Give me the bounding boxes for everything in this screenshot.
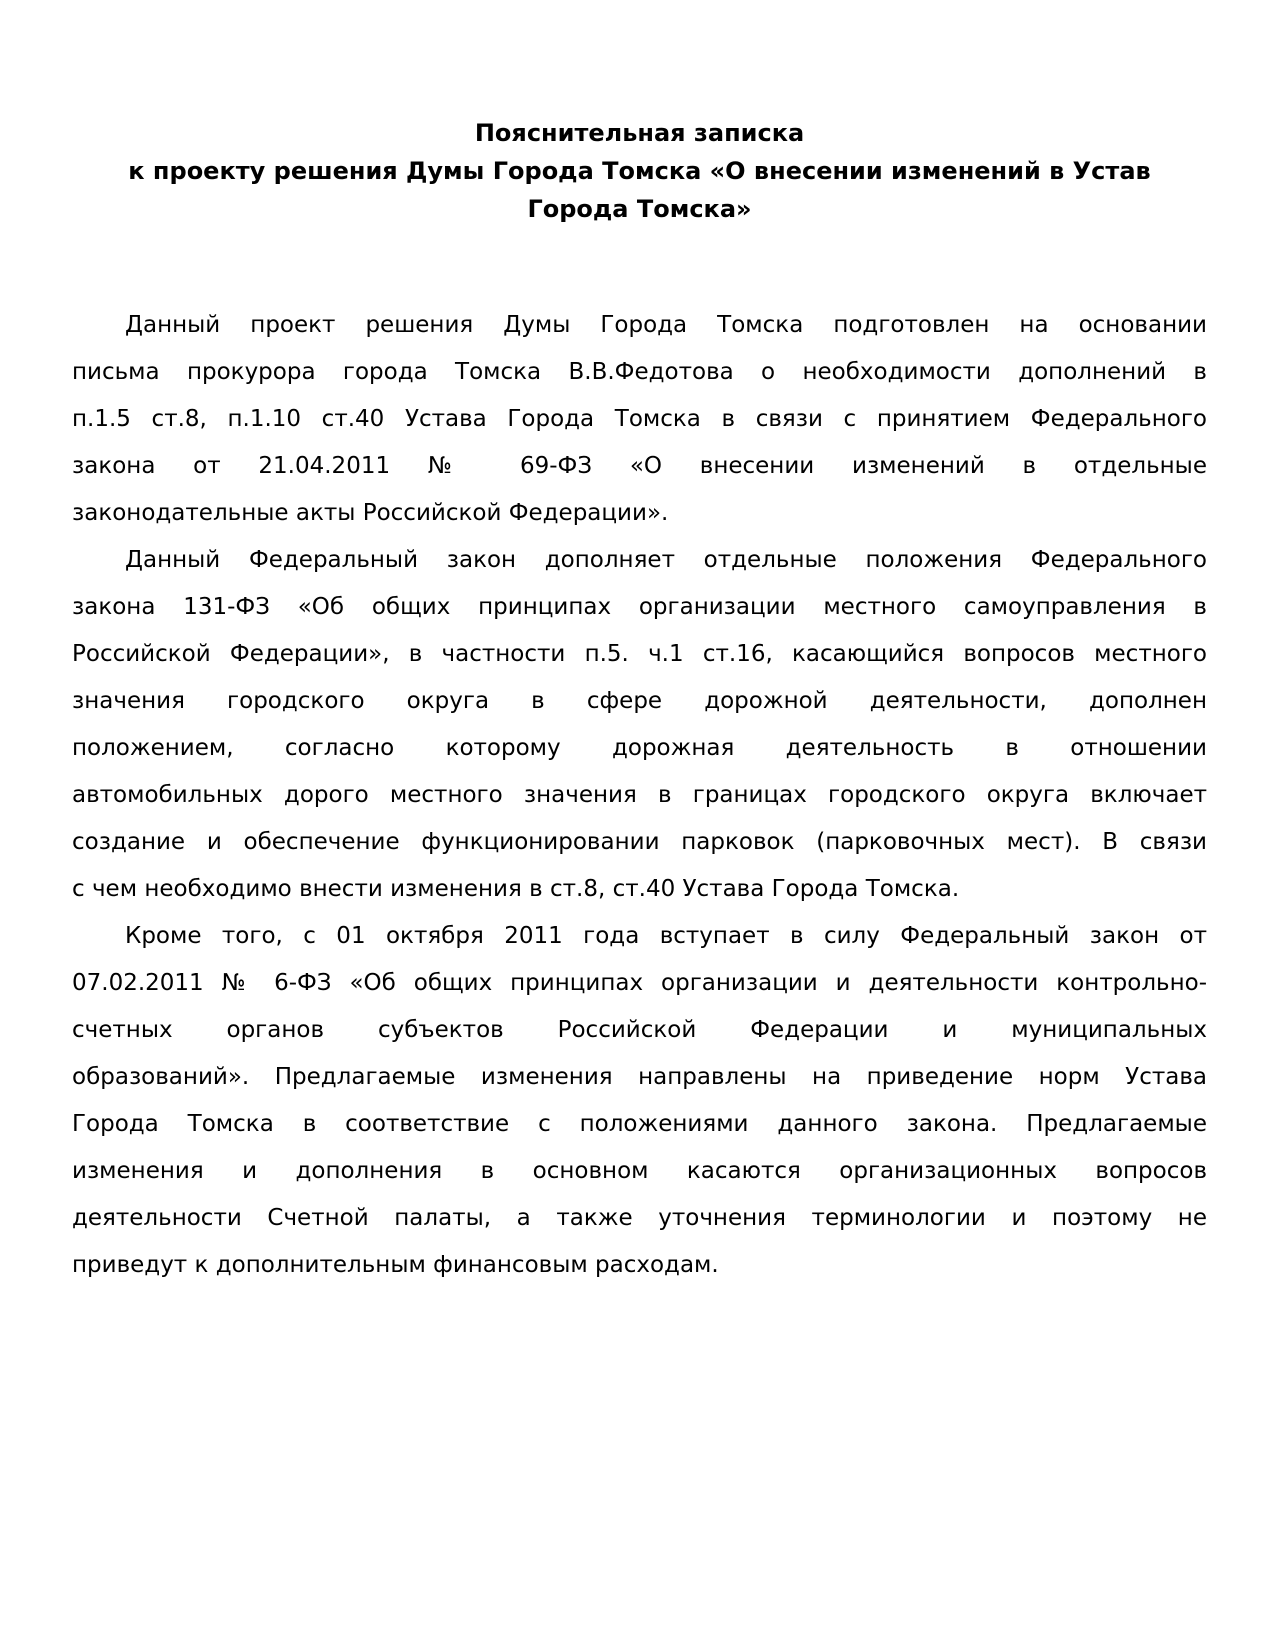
text-line: приведут к дополнительным финансовым расходам. xyxy=(72,1252,719,1278)
text-line: образований». Предлагаемые изменения направлены на приведение норм Устава xyxy=(72,1064,1207,1090)
text-line: Данный проект решения Думы Города Томска подготовлен на основании xyxy=(125,312,1207,338)
text-line: с чем необходимо внести изменения в ст.8, ст.40 Устава Города Томска. xyxy=(72,876,960,902)
text-line: п.1.5 ст.8, п.1.10 ст.40 Устава Города Томска в связи с принятием Федерального xyxy=(72,406,1207,432)
text-line: счетных органов субъектов Российской Федерации и муниципальных xyxy=(72,1017,1207,1043)
title-line: Пояснительная записка xyxy=(474,119,805,147)
text-line: Города Томска в соответствие с положениями данного закона. Предлагаемые xyxy=(72,1111,1207,1137)
document-title xyxy=(72,114,1207,228)
document-body xyxy=(72,302,1207,1289)
title-line: Города Томска» xyxy=(527,195,752,223)
title-line: к проекту решения Думы Города Томска «О внесении изменений в Устав xyxy=(128,157,1151,185)
text-line: автомобильных дорого местного значения в границах городского округа включает xyxy=(72,782,1207,808)
text-line: 07.02.2011 № 6-ФЗ «Об общих принципах организации и деятельности контрольно- xyxy=(72,970,1207,996)
paragraph xyxy=(72,302,1207,537)
text-line: письма прокурора города Томска В.В.Федотова о необходимости дополнений в xyxy=(72,359,1207,385)
text-line: Российской Федерации», в частности п.5. ч.1 ст.16, касающийся вопросов местного xyxy=(72,641,1207,667)
paragraph xyxy=(72,537,1207,913)
text-line: законодательные акты Российской Федерации». xyxy=(72,500,669,526)
text-line: закона от 21.04.2011 № 69-ФЗ «О внесении изменений в отдельные xyxy=(72,453,1207,479)
text-line: создание и обеспечение функционировании парковок (парковочных мест). В связи xyxy=(72,829,1207,855)
text-line: Данный Федеральный закон дополняет отдельные положения Федерального xyxy=(125,547,1207,573)
text-line: положением, согласно которому дорожная деятельность в отношении xyxy=(72,735,1207,761)
text-line: значения городского округа в сфере дорожной деятельности, дополнен xyxy=(72,688,1207,714)
text-line: Кроме того, с 01 октября 2011 года вступает в силу Федеральный закон от xyxy=(125,923,1207,949)
text-line: закона 131-ФЗ «Об общих принципах организации местного самоуправления в xyxy=(72,594,1207,620)
text-line: изменения и дополнения в основном касаются организационных вопросов xyxy=(72,1158,1207,1184)
text-line: деятельности Счетной палаты, а также уточнения терминологии и поэтому не xyxy=(72,1205,1207,1231)
paragraph xyxy=(72,913,1207,1289)
